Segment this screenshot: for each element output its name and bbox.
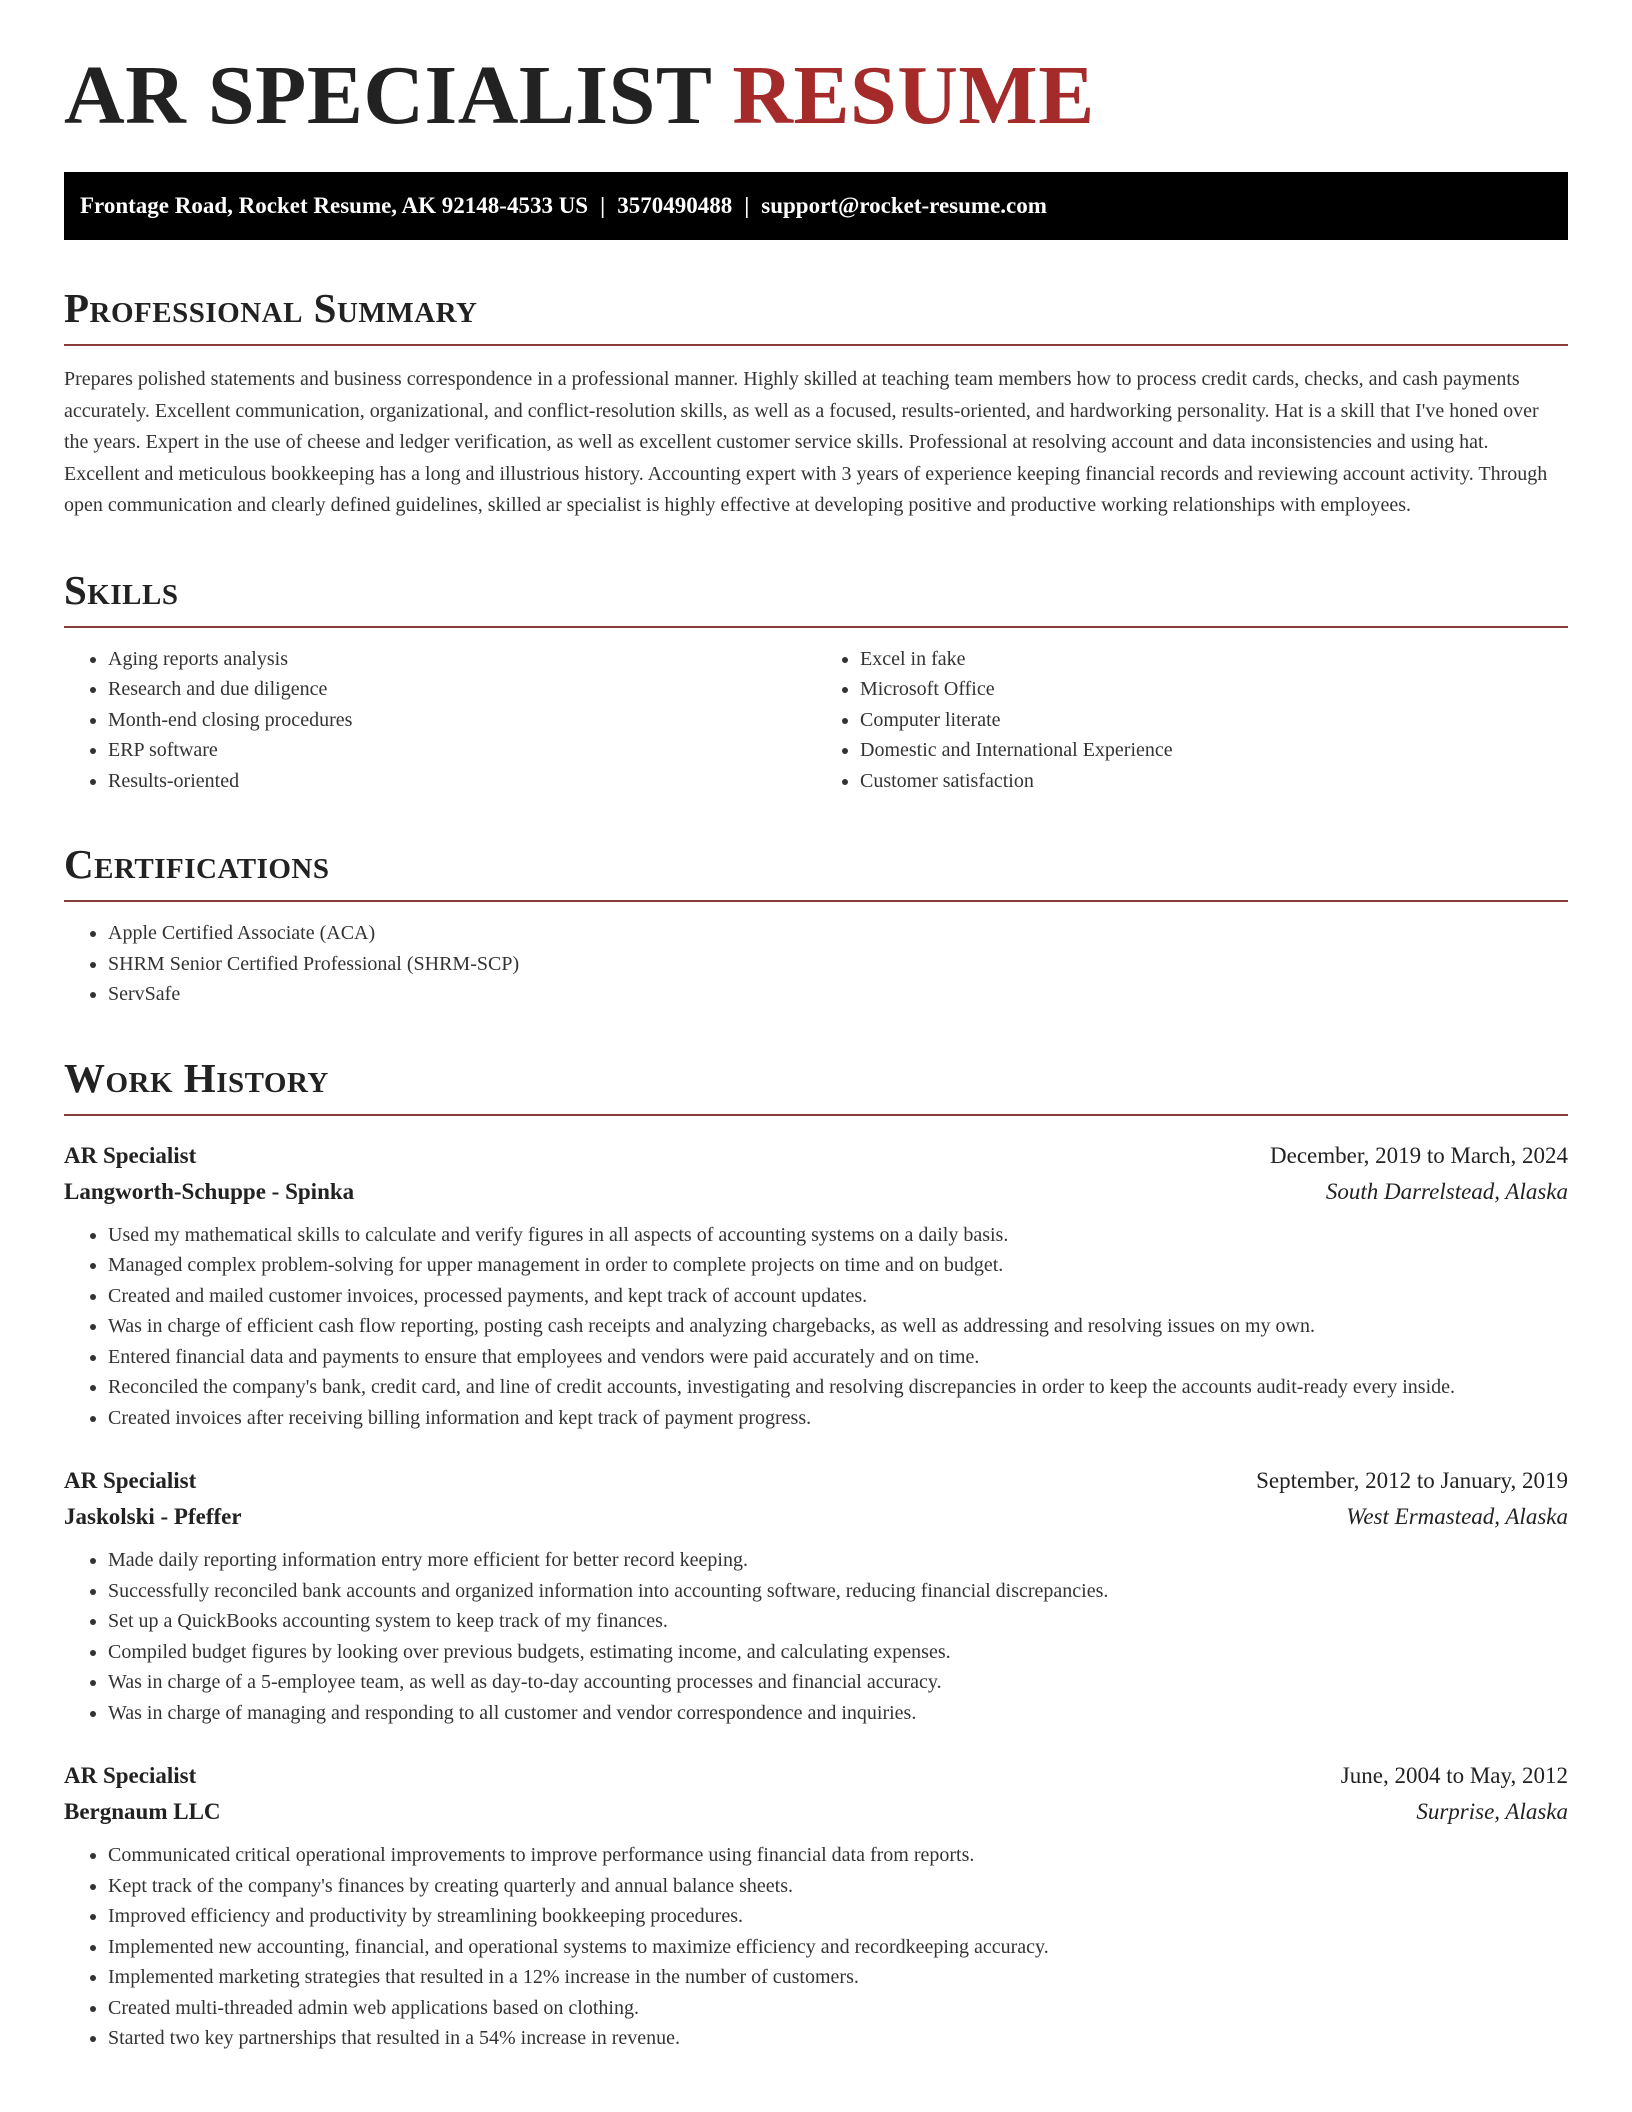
section-title-skills: Skills	[64, 566, 1568, 628]
job-entry	[64, 1138, 1568, 1434]
skill-item: • Computer literate	[860, 705, 1568, 736]
job-company: Langworth-Schuppe - Spinka	[64, 1178, 355, 1204]
job-bullet: • Created invoices after receiving billing information and kept track of payment progress.	[108, 1403, 1568, 1434]
job-bullet: • Set up a QuickBooks accounting system to keep track of my finances.	[108, 1606, 1568, 1637]
skill-item: • Aging reports analysis	[108, 644, 816, 675]
job-dates: December, 2019 to March, 2024	[1270, 1142, 1568, 1168]
job-bullets	[64, 1840, 1568, 2054]
resume-title	[64, 50, 1568, 142]
certification-item: • ServSafe	[108, 979, 1568, 1010]
section-title-summary: Professional Summary	[64, 284, 1568, 346]
title-accent: RESUME	[732, 49, 1095, 142]
skill-item: • Research and due diligence	[108, 674, 816, 705]
summary-section	[64, 284, 1568, 522]
skills-list-right	[816, 644, 1568, 797]
job-bullet: • Was in charge of efficient cash flow reporting, posting cash receipts and analyzing chargebacks, as well as addressing and resolving issues on my own.	[108, 1311, 1568, 1342]
certification-item: • SHRM Senior Certified Professional (SHRM-SCP)	[108, 949, 1568, 980]
job-header-row	[64, 1463, 1568, 1499]
job-bullet: • Created and mailed customer invoices, processed payments, and kept track of account updates.	[108, 1281, 1568, 1312]
job-title: AR Specialist	[64, 1142, 197, 1168]
contact-separator: |	[744, 193, 750, 219]
skill-item: • Results-oriented	[108, 766, 816, 797]
job-company: Jaskolski - Pfeffer	[64, 1504, 242, 1530]
job-dates: June, 2004 to May, 2012	[1340, 1763, 1568, 1789]
job-company-row	[64, 1794, 1568, 1830]
contact-bar	[64, 172, 1568, 240]
certification-item: • Apple Certified Associate (ACA)	[108, 918, 1568, 949]
job-bullet: • Compiled budget figures by looking over previous budgets, estimating income, and calculating expenses.	[108, 1637, 1568, 1668]
skill-item: • Excel in fake	[860, 644, 1568, 675]
job-company-row	[64, 1174, 1568, 1210]
job-company: Bergnaum LLC	[64, 1799, 221, 1825]
contact-email[interactable]: support@rocket-resume.com	[761, 193, 1047, 219]
work-history-section	[64, 1054, 1568, 2054]
skills-section	[64, 566, 1568, 797]
job-bullet: • Created multi-threaded admin web applications based on clothing.	[108, 1993, 1568, 2024]
job-bullet: • Communicated critical operational improvements to improve performance using financial data from reports.	[108, 1840, 1568, 1871]
job-header-row	[64, 1758, 1568, 1794]
job-bullet: • Made daily reporting information entry more efficient for better record keeping.	[108, 1545, 1568, 1576]
skills-grid	[64, 628, 1568, 797]
job-bullet: • Entered financial data and payments to ensure that employees and vendors were paid accurately and on time.	[108, 1342, 1568, 1373]
job-header-row	[64, 1138, 1568, 1174]
job-bullets	[64, 1545, 1568, 1728]
job-entry	[64, 1463, 1568, 1728]
skill-item: • ERP software	[108, 735, 816, 766]
job-bullet: • Successfully reconciled bank accounts and organized information into accounting software, reducing financial discrepancies.	[108, 1576, 1568, 1607]
job-location: West Ermastead, Alaska	[1346, 1504, 1568, 1530]
contact-separator: |	[600, 193, 606, 219]
contact-phone: 3570490488	[617, 193, 733, 219]
job-bullet: • Kept track of the company's finances by creating quarterly and annual balance sheets.	[108, 1871, 1568, 1902]
section-title-certifications: Certifications	[64, 840, 1568, 902]
certifications-list	[64, 918, 1568, 1010]
job-entry	[64, 1758, 1568, 2054]
job-location: Surprise, Alaska	[1416, 1799, 1568, 1825]
job-bullet: • Used my mathematical skills to calculate and verify figures in all aspects of accounting systems on a daily basis.	[108, 1220, 1568, 1251]
job-bullets	[64, 1220, 1568, 1434]
job-bullet: • Reconciled the company's bank, credit card, and line of credit accounts, investigating and resolving discrepancies in order to keep the accounts audit-ready every inside.	[108, 1372, 1568, 1403]
job-bullet: • Improved efficiency and productivity by streamlining bookkeeping procedures.	[108, 1901, 1568, 1932]
job-bullet: • Started two key partnerships that resulted in a 54% increase in revenue.	[108, 2023, 1568, 2054]
skill-item: • Month-end closing procedures	[108, 705, 816, 736]
job-title: AR Specialist	[64, 1468, 197, 1494]
job-title: AR Specialist	[64, 1763, 197, 1789]
job-bullet: • Was in charge of a 5-employee team, as well as day-to-day accounting processes and financial accuracy.	[108, 1667, 1568, 1698]
job-dates: September, 2012 to January, 2019	[1256, 1468, 1568, 1494]
job-bullet: • Implemented marketing strategies that resulted in a 12% increase in the number of customers.	[108, 1962, 1568, 1993]
job-location: South Darrelstead, Alaska	[1325, 1178, 1568, 1204]
job-bullet: • Implemented new accounting, financial, and operational systems to maximize efficiency and recordkeeping accuracy.	[108, 1932, 1568, 1963]
summary-text: Prepares polished statements and business correspondence in a professional manner. Highly skilled at teaching team members how to process credit cards, checks, and cash payments accurately. Excellent communication, organizational, and conflict-resolution skills, as well as a focused, results-oriented, and hardworking personality. Hat is a skill that I've honed over the years. Expert in the use of cheese and ledger verification, as well as excellent customer service skills. Professional at resolving account and data inconsistencies and using hat. Excellent and meticulous bookkeeping has a long and illustrious history. Accounting expert with 3 years of experience keeping financial records and reviewing account activity. Through open communication and clearly defined guidelines, skilled ar specialist is highly effective at developing positive and productive working relationships with employees.	[64, 368, 1548, 517]
certifications-section	[64, 840, 1568, 1010]
section-title-work-history: Work History	[64, 1054, 1568, 1116]
title-main: AR SPECIALIST	[64, 49, 711, 142]
job-company-row	[64, 1499, 1568, 1535]
contact-address: Frontage Road, Rocket Resume, AK 92148-4533 US	[80, 193, 589, 219]
job-bullet: • Managed complex problem-solving for upper management in order to complete projects on time and on budget.	[108, 1250, 1568, 1281]
job-bullet: • Was in charge of managing and responding to all customer and vendor correspondence and inquiries.	[108, 1698, 1568, 1729]
skills-list-left	[64, 644, 816, 797]
skill-item: • Customer satisfaction	[860, 766, 1568, 797]
skill-item: • Microsoft Office	[860, 674, 1568, 705]
skill-item: • Domestic and International Experience	[860, 735, 1568, 766]
